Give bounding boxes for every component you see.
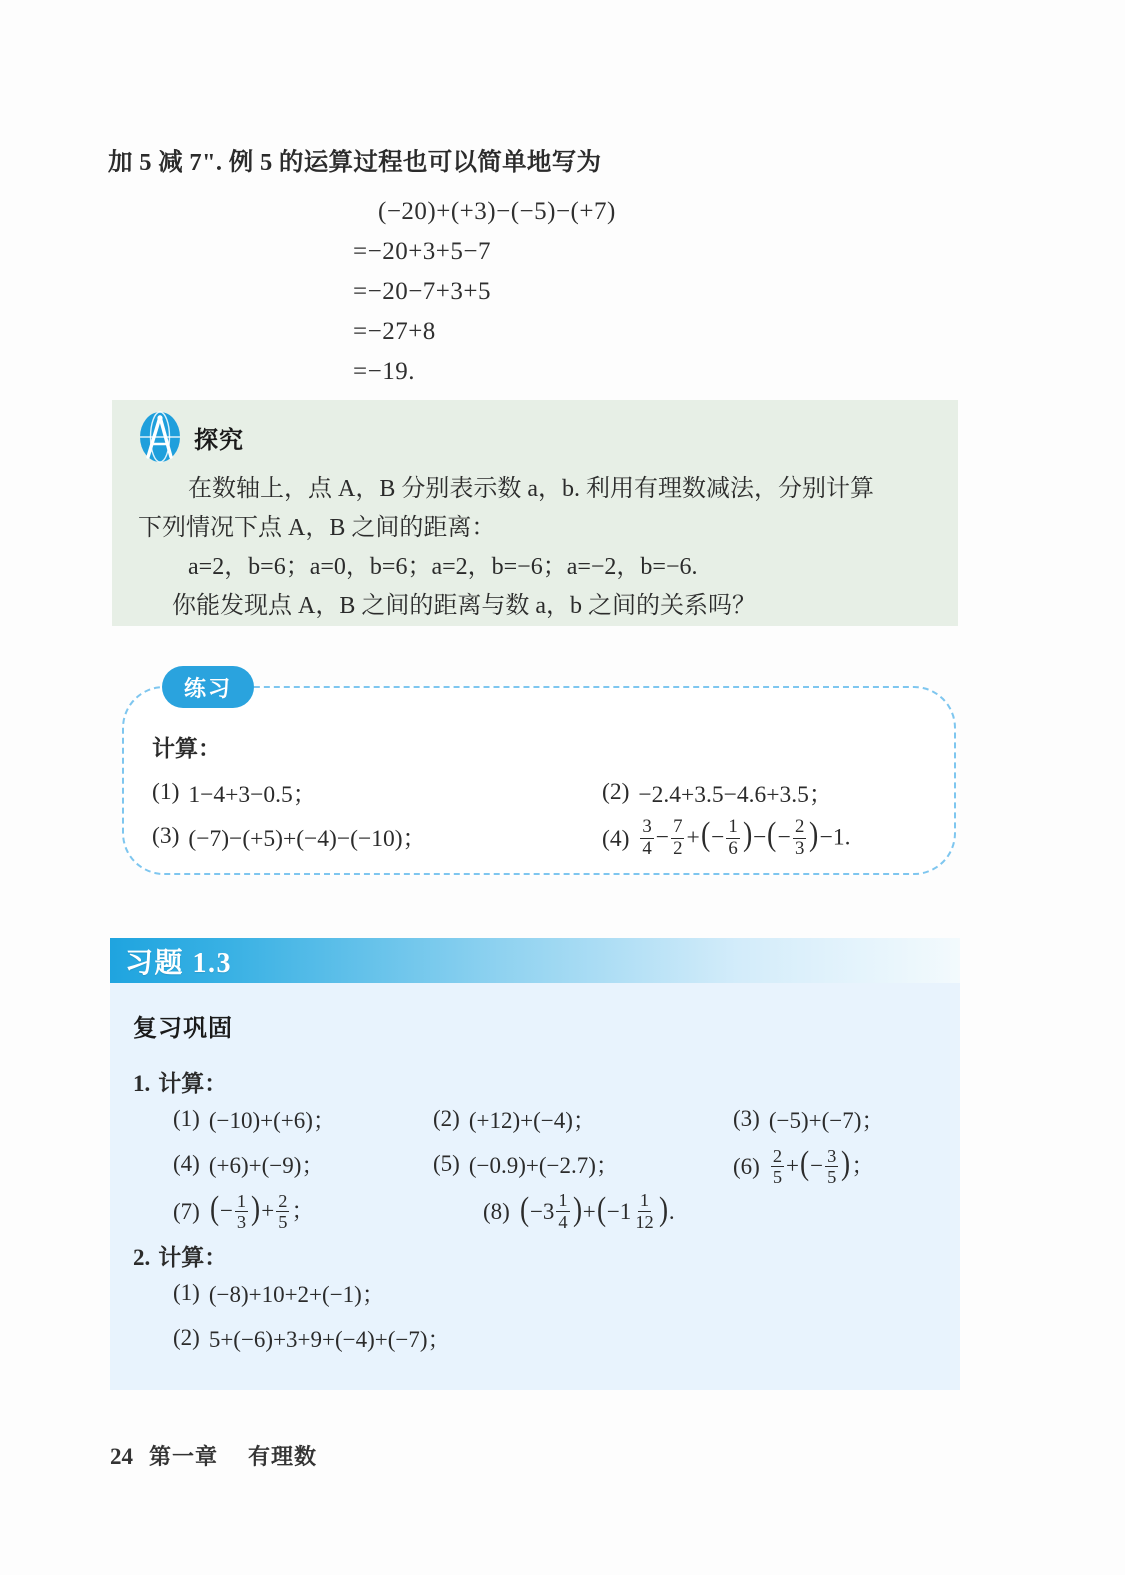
- equation-line: (−20)+(+3)−(−5)−(+7): [378, 198, 616, 225]
- item-expression: −2.4+3.5−4.6+3.5；: [638, 782, 833, 808]
- item-number: (3): [152, 822, 180, 849]
- equation-line: =−20−7+3+5: [353, 278, 491, 305]
- exercise-1-item-4: [173, 1147, 433, 1180]
- item-expression: (+6)+(−9)；: [208, 1153, 325, 1178]
- practice-row: [152, 775, 934, 819]
- exploration-line: 下列情况下点 A，B 之间的距离：: [138, 515, 496, 541]
- item-expression: (−0.9)+(−2.7)；: [468, 1153, 619, 1178]
- exercise-row: [133, 1321, 946, 1366]
- item-number: (2): [433, 1105, 460, 1131]
- exercise-header-title: 习题 1.3: [125, 947, 233, 979]
- item-expression: (− $\frac{1}{3}$ )+ $\frac{2}{5}$ ；: [209, 1189, 315, 1233]
- exercise-list: [133, 1065, 946, 1368]
- item-number: (2): [602, 778, 630, 805]
- exercise-1-item-3: [733, 1102, 884, 1135]
- equation-line: =−27+8: [353, 318, 436, 345]
- item-number: (6): [733, 1154, 760, 1180]
- footer-page-number: 24: [110, 1444, 133, 1469]
- exercise-1-item-8: [483, 1192, 675, 1232]
- footer-section: 有理数: [248, 1444, 318, 1469]
- page-footer: [110, 1440, 317, 1471]
- exercise-row: [133, 1144, 946, 1192]
- item-expression: (−8)+10+2+(−1)；: [208, 1282, 385, 1307]
- intro-sentence: 加 5 减 7". 例 5 的运算过程也可以简单地写为: [108, 149, 602, 176]
- item-expression: (−10)+(+6)；: [208, 1108, 336, 1133]
- item-number: (1): [173, 1105, 200, 1131]
- item-number: (3): [733, 1105, 760, 1131]
- exercise-panel: [110, 983, 960, 1390]
- item-number: (7): [173, 1199, 200, 1225]
- practice-box: [122, 675, 956, 875]
- exercise-row: [133, 1276, 946, 1321]
- exercise-1-item-5: [433, 1147, 733, 1180]
- equation-chain: [108, 192, 988, 392]
- item-expression: $\frac{2}{5}$ +(− $\frac{3}{5}$ )；: [772, 1144, 875, 1188]
- exercise-1-item-2: [433, 1102, 733, 1135]
- exploration-line: 在数轴上，点 A，B 分别表示数 a，b. 利用有理数减法，分别计算: [188, 476, 874, 502]
- group-label: 计算：: [158, 1245, 228, 1270]
- practice-item-2: [602, 775, 832, 809]
- group-index: 1.: [133, 1071, 151, 1096]
- exercise-group-title: [133, 1065, 946, 1098]
- equation-line: =−20+3+5−7: [353, 238, 491, 265]
- item-expression: 1−4+3−0.5；: [188, 782, 317, 808]
- exercise-2-item-1: [173, 1276, 385, 1309]
- exploration-body: [138, 470, 940, 626]
- practice-label: 计算：: [152, 736, 221, 761]
- intro-block: [108, 143, 988, 392]
- equation-line: =−19.: [353, 358, 415, 385]
- item-expression: $\frac{3}{4}$ − $\frac{7}{2}$ +(− $\frac{1}{6}$ )−(− $\frac{2}{3}$ )−1.: [642, 816, 851, 859]
- item-number: (1): [152, 778, 180, 805]
- exercise-row: [133, 1189, 946, 1237]
- group-index: 2.: [133, 1245, 151, 1270]
- exercise-1-item-7: [173, 1189, 483, 1233]
- item-expression: 5+(−6)+3+9+(−4)+(−7)；: [208, 1327, 451, 1352]
- footer-chapter: 第一章: [149, 1444, 219, 1469]
- exploration-box: [112, 400, 958, 626]
- item-number: (5): [433, 1150, 460, 1176]
- exercise-group-2: [133, 1239, 946, 1366]
- item-number: (1): [173, 1279, 200, 1305]
- exploration-line: 你能发现点 A，B 之间的距离与数 a，b 之间的关系吗？: [172, 593, 756, 619]
- item-expression: (−3 $\frac{1}{4}$ )+(−1 $\frac{1}{12}$ ).: [519, 1190, 675, 1232]
- item-expression: (−7)−(+5)+(−4)−(−10)；: [188, 826, 427, 852]
- group-label: 计算：: [158, 1071, 228, 1096]
- exercise-group-1: [133, 1065, 946, 1237]
- exercise-row: [133, 1102, 946, 1147]
- compass-globe-icon: [138, 411, 182, 463]
- exercise-header-bar: [110, 938, 960, 983]
- practice-row: [152, 816, 934, 863]
- item-number: (8): [483, 1198, 510, 1224]
- item-expression: (−5)+(−7)；: [768, 1108, 885, 1133]
- exercise-2-item-2: [173, 1321, 451, 1354]
- item-number: (4): [602, 825, 630, 852]
- practice-badge: 练习: [162, 666, 254, 708]
- exercise-group-title: [133, 1239, 946, 1272]
- practice-item-1: [152, 775, 602, 809]
- item-number: (2): [173, 1324, 200, 1350]
- practice-item-4: [602, 816, 851, 860]
- exercise-1-item-6: [733, 1144, 875, 1188]
- exploration-header: [138, 411, 244, 463]
- item-expression: (+12)+(−4)；: [468, 1108, 596, 1133]
- item-number: (4): [173, 1150, 200, 1176]
- exploration-title: 探究: [194, 427, 244, 454]
- practice-content: [152, 730, 934, 863]
- practice-item-3: [152, 819, 602, 853]
- exercise-1-item-1: [173, 1102, 433, 1135]
- exercise-subtitle: 复习巩固: [133, 1016, 233, 1042]
- exploration-line: a=2，b=6；a=0，b=6；a=2，b=−6；a=−2，b=−6.: [188, 554, 698, 580]
